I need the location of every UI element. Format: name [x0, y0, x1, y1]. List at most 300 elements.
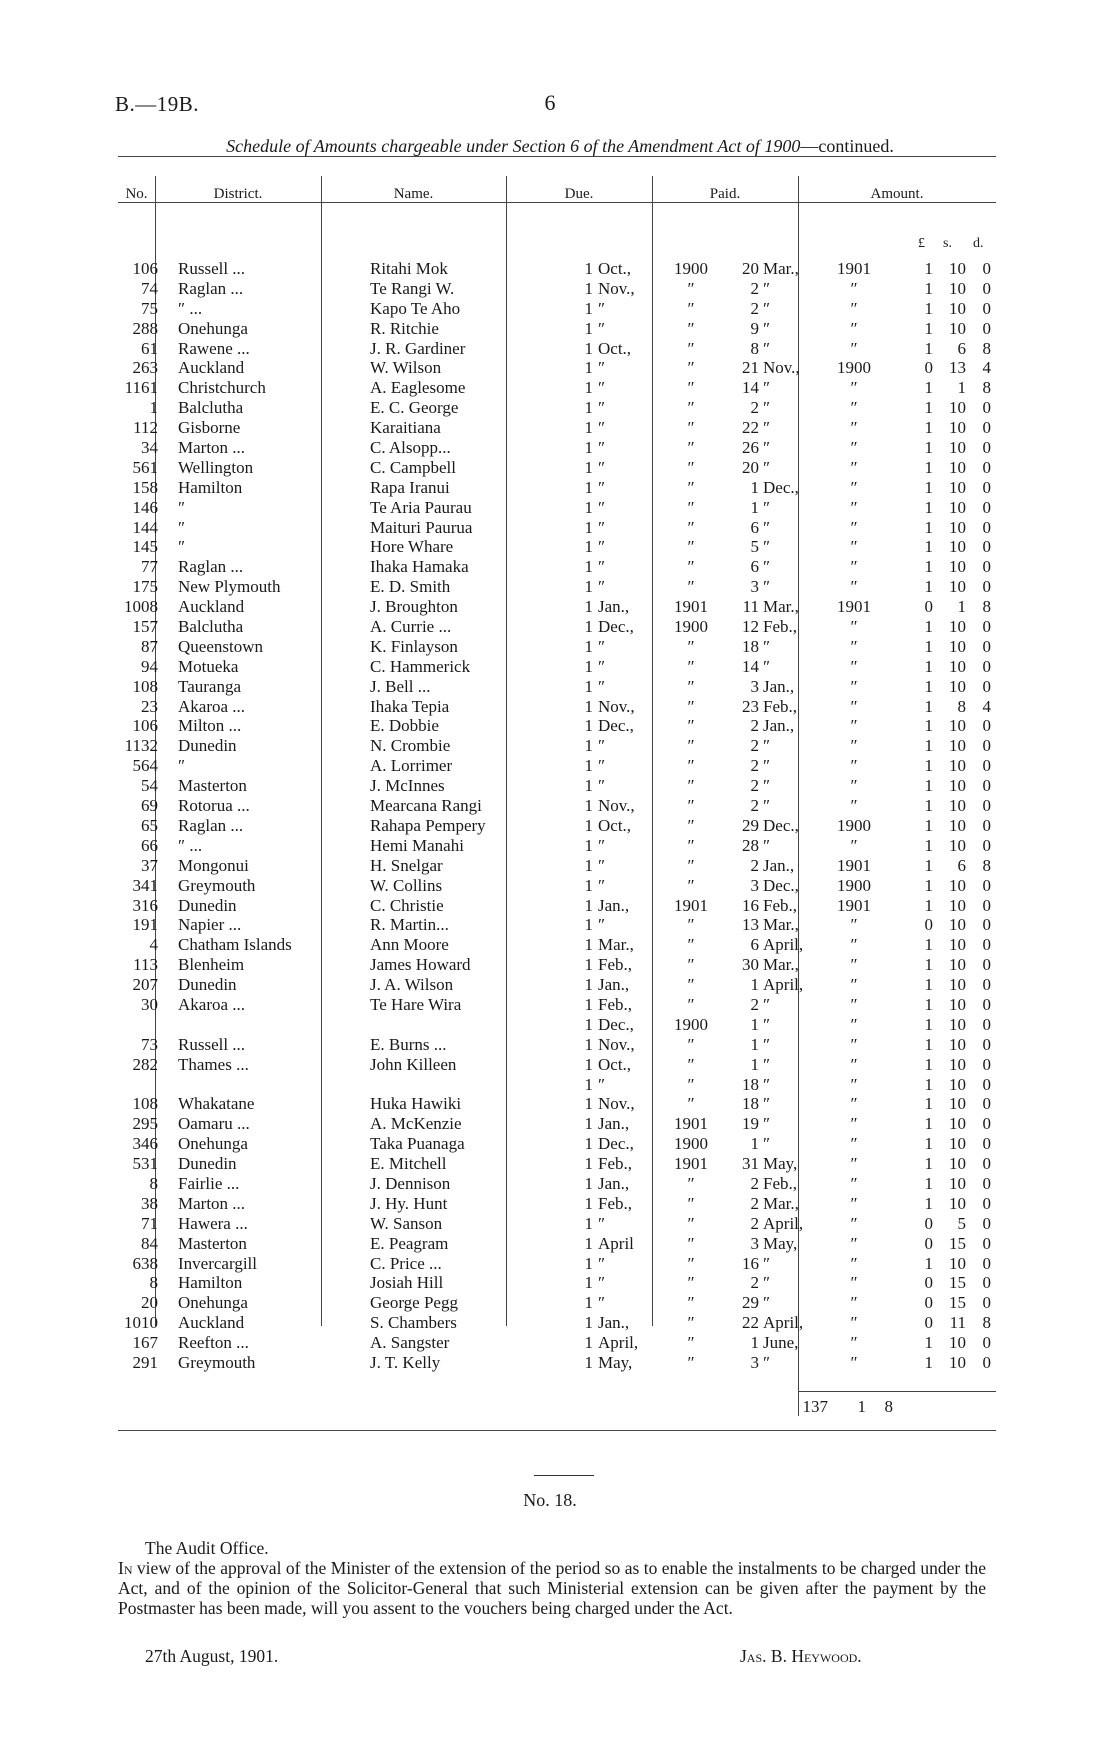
row-amount-pence: 0 — [982, 756, 991, 776]
row-no: 84 — [141, 1233, 158, 1253]
row-paid-day: 3 — [750, 676, 759, 696]
row-amount-shillings: 11 — [949, 1313, 966, 1333]
row-due-day: 1 — [584, 756, 593, 776]
row-due-month: Feb., — [598, 955, 632, 975]
row-due-year: ″ — [687, 1333, 695, 1353]
row-amount-shillings: 10 — [949, 438, 966, 458]
row-district: Onehunga — [178, 1134, 248, 1154]
row-paid-day: 18 — [742, 1074, 759, 1094]
row-amount-pounds: 1 — [924, 1193, 933, 1213]
row-no: 1132 — [124, 736, 158, 756]
row-due-month: ″ — [598, 418, 606, 438]
row-amount-shillings: 10 — [949, 656, 966, 676]
row-due-year: ″ — [687, 378, 695, 398]
row-amount-pence: 0 — [982, 497, 991, 517]
row-amount-pence: 0 — [982, 716, 991, 736]
row-amount-pounds: 0 — [924, 597, 933, 617]
row-amount-pence: 0 — [982, 1253, 991, 1273]
row-paid-year: ″ — [850, 1134, 858, 1154]
row-paid-day: 9 — [750, 318, 759, 338]
row-due-day: 1 — [584, 1114, 593, 1134]
table-row — [118, 518, 996, 538]
row-name: Josiah Hill — [370, 1273, 444, 1293]
row-no: 8 — [149, 1273, 158, 1293]
row-paid-month: Mar., — [763, 915, 799, 935]
col-header-district: District. — [213, 186, 263, 202]
row-amount-pence: 0 — [982, 935, 991, 955]
row-paid-year: ″ — [850, 915, 858, 935]
row-due-year: ″ — [687, 1273, 695, 1293]
row-paid-day: 16 — [742, 1253, 759, 1273]
row-amount-shillings: 10 — [949, 935, 966, 955]
row-amount-shillings: 10 — [949, 1114, 966, 1134]
row-amount-pence: 0 — [982, 875, 991, 895]
letter-body-lead: In — [118, 1558, 133, 1578]
row-due-month: Oct., — [598, 815, 632, 835]
row-paid-month: May, — [763, 1154, 798, 1174]
row-amount-pounds: 0 — [924, 1233, 933, 1253]
row-amount-shillings: 10 — [949, 776, 966, 796]
row-amount-pounds: 1 — [924, 815, 933, 835]
row-amount-pence: 0 — [982, 617, 991, 637]
row-due-year: ″ — [687, 915, 695, 935]
section-number: No. 18. — [523, 1490, 577, 1510]
table-row — [118, 756, 996, 776]
row-paid-year: ″ — [850, 636, 858, 656]
row-due-day: 1 — [584, 656, 593, 676]
row-amount-pounds: 1 — [924, 656, 933, 676]
row-amount-pounds: 1 — [924, 1333, 933, 1353]
row-amount-pounds: 1 — [924, 875, 933, 895]
row-due-year: ″ — [687, 1074, 695, 1094]
row-paid-month: Dec., — [763, 477, 799, 497]
row-amount-shillings: 10 — [949, 815, 966, 835]
row-district: Hamilton — [178, 477, 243, 497]
row-due-month: Nov., — [598, 1034, 635, 1054]
row-no: 108 — [132, 676, 158, 696]
row-amount-shillings: 5 — [957, 1213, 966, 1233]
row-due-day: 1 — [584, 1333, 593, 1353]
row-district: ″ ... — [178, 298, 203, 318]
row-paid-day: 2 — [750, 796, 759, 816]
row-district: Marton ... — [178, 438, 246, 458]
row-amount-pounds: 1 — [924, 378, 933, 398]
row-due-month: ″ — [598, 318, 606, 338]
row-due-month: ″ — [598, 517, 606, 537]
row-name: W. Sanson — [370, 1213, 443, 1233]
row-amount-pence: 0 — [982, 278, 991, 298]
row-due-month: Jan., — [598, 975, 630, 995]
row-paid-year: 1901 — [837, 895, 871, 915]
row-due-day: 1 — [584, 597, 593, 617]
row-amount-pence: 0 — [982, 796, 991, 816]
row-name: Te Aria Paurau — [370, 497, 472, 517]
table-row — [118, 1055, 996, 1075]
row-due-day: 1 — [584, 318, 593, 338]
row-amount-shillings: 10 — [949, 994, 966, 1014]
col-header-name: Name. — [393, 186, 434, 202]
row-due-month: ″ — [598, 358, 606, 378]
table-row — [118, 716, 996, 736]
row-due-year: ″ — [687, 1173, 695, 1193]
row-amount-pence: 0 — [982, 1014, 991, 1034]
row-due-month: ″ — [598, 915, 606, 935]
row-paid-year: 1901 — [837, 259, 871, 278]
table-row — [118, 1075, 996, 1095]
row-amount-pounds: 0 — [924, 1293, 933, 1313]
row-amount-pounds: 1 — [924, 696, 933, 716]
row-name: E. Burns ... — [370, 1034, 447, 1054]
row-paid-year: ″ — [850, 955, 858, 975]
row-amount-pounds: 1 — [924, 676, 933, 696]
row-due-day: 1 — [584, 438, 593, 458]
row-paid-month: Mar., — [763, 259, 799, 278]
row-no: 167 — [132, 1333, 158, 1353]
row-amount-pence: 0 — [982, 1273, 991, 1293]
row-district: Greymouth — [178, 1352, 256, 1372]
row-amount-pence: 0 — [982, 1074, 991, 1094]
row-amount-shillings: 10 — [949, 676, 966, 696]
row-amount-pence: 0 — [982, 975, 991, 995]
row-paid-month: ″ — [763, 497, 771, 517]
row-due-year: ″ — [687, 676, 695, 696]
row-amount-shillings: 10 — [949, 716, 966, 736]
row-paid-month: ″ — [763, 1014, 771, 1034]
row-due-day: 1 — [584, 915, 593, 935]
table-row — [118, 697, 996, 717]
row-paid-year: 1900 — [837, 815, 871, 835]
row-amount-shillings: 10 — [949, 298, 966, 318]
row-paid-year: ″ — [850, 497, 858, 517]
row-due-day: 1 — [584, 835, 593, 855]
row-paid-day: 3 — [750, 1352, 759, 1372]
row-due-year: ″ — [687, 278, 695, 298]
row-name: C. Alsopp... — [370, 438, 451, 458]
table-row — [118, 975, 996, 995]
row-district: Fairlie ... — [178, 1173, 240, 1193]
row-due-year: ″ — [687, 1054, 695, 1074]
row-paid-month: ″ — [763, 1094, 771, 1114]
row-paid-month: ″ — [763, 298, 771, 318]
row-amount-pence: 0 — [982, 736, 991, 756]
row-district: Masterton — [178, 1233, 247, 1253]
row-district: Auckland — [178, 1313, 245, 1333]
row-paid-month: ″ — [763, 1352, 771, 1372]
table-row — [118, 796, 996, 816]
row-amount-pence: 4 — [982, 358, 991, 378]
row-paid-month: Jan., — [763, 855, 795, 875]
row-no: 66 — [141, 835, 158, 855]
row-amount-pounds: 1 — [924, 557, 933, 577]
row-paid-day: 19 — [742, 1114, 759, 1134]
row-paid-year: ″ — [850, 1014, 858, 1034]
row-no: 531 — [132, 1154, 158, 1174]
row-due-day: 1 — [584, 338, 593, 358]
row-paid-year: ″ — [850, 457, 858, 477]
letter-date: 27th August, 1901. — [145, 1646, 279, 1666]
row-due-day: 1 — [584, 457, 593, 477]
row-paid-month: ″ — [763, 318, 771, 338]
row-due-year: ″ — [687, 955, 695, 975]
row-due-year: ″ — [687, 477, 695, 497]
row-due-month: ″ — [598, 776, 606, 796]
row-paid-month: ″ — [763, 736, 771, 756]
row-due-day: 1 — [584, 676, 593, 696]
row-paid-month: April, — [763, 1313, 804, 1333]
row-name: Mearcana Rangi — [370, 796, 482, 816]
row-name: A. Sangster — [370, 1333, 450, 1353]
row-due-year: ″ — [687, 318, 695, 338]
row-amount-pence: 0 — [982, 994, 991, 1014]
row-due-year: ″ — [687, 1313, 695, 1333]
row-paid-day: 6 — [750, 935, 759, 955]
row-amount-shillings: 6 — [957, 338, 966, 358]
row-amount-shillings: 15 — [949, 1273, 966, 1293]
row-amount-pounds: 1 — [924, 776, 933, 796]
row-paid-day: 11 — [742, 597, 759, 617]
row-due-month: ″ — [598, 756, 606, 776]
row-district: Thames ... — [178, 1054, 249, 1074]
row-due-year: ″ — [687, 756, 695, 776]
row-name: A. Eaglesome — [370, 378, 466, 398]
row-no: 564 — [132, 756, 158, 776]
row-paid-month: Feb., — [763, 696, 797, 716]
row-due-year: ″ — [687, 537, 695, 557]
row-amount-pounds: 1 — [924, 895, 933, 915]
row-paid-day: 22 — [742, 418, 759, 438]
row-due-year: ″ — [687, 1233, 695, 1253]
row-paid-month: Mar., — [763, 955, 799, 975]
row-no: 1161 — [124, 378, 158, 398]
row-no: 71 — [141, 1213, 158, 1233]
row-due-month: Oct., — [598, 1054, 632, 1074]
row-amount-pence: 0 — [982, 1134, 991, 1154]
table-row — [118, 438, 996, 458]
row-due-year: ″ — [687, 1193, 695, 1213]
row-paid-month: Feb., — [763, 617, 797, 637]
row-due-year: ″ — [687, 557, 695, 577]
row-due-day: 1 — [584, 776, 593, 796]
row-paid-month: ″ — [763, 776, 771, 796]
row-name: J. Bell ... — [370, 676, 431, 696]
row-due-month: ″ — [598, 537, 606, 557]
row-no: 4 — [149, 935, 158, 955]
row-name: H. Snelgar — [370, 855, 443, 875]
row-paid-year: ″ — [850, 656, 858, 676]
row-district: Reefton ... — [178, 1333, 249, 1353]
row-name: J. R. Gardiner — [370, 338, 466, 358]
row-due-month: Nov., — [598, 1094, 635, 1114]
row-district: Auckland — [178, 358, 245, 378]
row-name: Maituri Paurua — [370, 517, 473, 537]
row-paid-day: 18 — [742, 636, 759, 656]
table-row — [118, 597, 996, 617]
row-due-month: ″ — [598, 298, 606, 318]
row-amount-shillings: 8 — [957, 696, 966, 716]
row-no: 38 — [141, 1193, 158, 1213]
row-paid-day: 2 — [750, 278, 759, 298]
row-amount-shillings: 6 — [957, 855, 966, 875]
row-name: A. Lorrimer — [370, 756, 453, 776]
row-due-day: 1 — [584, 497, 593, 517]
row-amount-shillings: 10 — [949, 1193, 966, 1213]
row-due-month: Jan., — [598, 1313, 630, 1333]
row-no: 113 — [133, 955, 158, 975]
row-due-year: ″ — [687, 517, 695, 537]
row-due-year: 1900 — [674, 617, 708, 637]
row-no: 8 — [149, 1173, 158, 1193]
row-paid-month: ″ — [763, 398, 771, 418]
row-paid-day: 13 — [742, 915, 759, 935]
row-paid-month: ″ — [763, 517, 771, 537]
row-paid-day: 14 — [742, 656, 759, 676]
row-amount-shillings: 10 — [949, 955, 966, 975]
schedule-title — [120, 136, 1000, 157]
row-due-day: 1 — [584, 636, 593, 656]
row-paid-month: ″ — [763, 835, 771, 855]
row-due-year: 1901 — [674, 895, 708, 915]
schedule-title-tail: —continued. — [800, 136, 894, 156]
row-district: Akaroa ... — [178, 994, 246, 1014]
row-paid-month: June, — [763, 1333, 799, 1353]
row-due-day: 1 — [584, 259, 593, 278]
row-amount-pence: 0 — [982, 1333, 991, 1353]
table-row — [118, 458, 996, 478]
row-amount-pence: 0 — [982, 477, 991, 497]
row-due-day: 1 — [584, 1074, 593, 1094]
row-due-month: ″ — [598, 1213, 606, 1233]
row-amount-pence: 0 — [982, 955, 991, 975]
row-no: 346 — [132, 1134, 158, 1154]
row-district: ″ — [178, 497, 186, 517]
row-paid-year: ″ — [850, 1293, 858, 1313]
row-paid-month: Feb., — [763, 895, 797, 915]
row-amount-pounds: 1 — [924, 835, 933, 855]
row-district: Wellington — [178, 457, 254, 477]
row-due-day: 1 — [584, 398, 593, 418]
row-amount-pence: 0 — [982, 557, 991, 577]
row-paid-day: 2 — [750, 1173, 759, 1193]
row-due-year: ″ — [687, 935, 695, 955]
row-paid-month: ″ — [763, 1074, 771, 1094]
table-row — [118, 478, 996, 498]
row-due-year: ″ — [687, 855, 695, 875]
unit-shillings: s. — [943, 236, 952, 251]
row-amount-shillings: 1 — [957, 378, 966, 398]
row-district: Whakatane — [178, 1094, 255, 1114]
row-paid-year: ″ — [850, 736, 858, 756]
row-no: 191 — [132, 915, 158, 935]
row-due-day: 1 — [584, 577, 593, 597]
row-district: Balclutha — [178, 617, 244, 637]
row-due-day: 1 — [584, 617, 593, 637]
row-paid-day: 20 — [742, 259, 759, 278]
row-amount-shillings: 10 — [949, 557, 966, 577]
row-paid-year: ″ — [850, 1352, 858, 1372]
row-paid-year: ″ — [850, 477, 858, 497]
row-paid-year: ″ — [850, 577, 858, 597]
row-due-month: Dec., — [598, 1134, 634, 1154]
row-paid-month: ″ — [763, 1293, 771, 1313]
row-name: Hemi Manahi — [370, 835, 464, 855]
row-no: 263 — [132, 358, 158, 378]
row-due-month: ″ — [598, 875, 606, 895]
row-amount-pounds: 1 — [924, 418, 933, 438]
row-due-day: 1 — [584, 696, 593, 716]
row-no: 108 — [132, 1094, 158, 1114]
table-row — [118, 537, 996, 557]
row-paid-month: ″ — [763, 577, 771, 597]
row-due-day: 1 — [584, 975, 593, 995]
row-paid-day: 30 — [742, 955, 759, 975]
table-bottom-rule — [118, 1430, 996, 1431]
row-amount-shillings: 10 — [949, 1253, 966, 1273]
row-paid-month: Dec., — [763, 875, 799, 895]
table-row — [118, 955, 996, 975]
row-amount-pence: 4 — [982, 696, 991, 716]
row-due-year: ″ — [687, 1293, 695, 1313]
row-amount-shillings: 10 — [949, 1054, 966, 1074]
row-no: 295 — [132, 1114, 158, 1134]
row-no: 30 — [141, 994, 158, 1014]
row-due-day: 1 — [584, 1213, 593, 1233]
row-amount-pounds: 0 — [924, 358, 933, 378]
row-paid-year: ″ — [850, 1054, 858, 1074]
row-due-year: 1900 — [674, 1134, 708, 1154]
row-no: 20 — [141, 1293, 158, 1313]
row-no: 158 — [132, 477, 158, 497]
row-paid-day: 6 — [750, 557, 759, 577]
row-district: Motueka — [178, 656, 239, 676]
row-amount-shillings: 10 — [949, 736, 966, 756]
row-due-year: ″ — [687, 656, 695, 676]
row-due-day: 1 — [584, 1352, 593, 1372]
row-no: 561 — [132, 457, 158, 477]
row-no: 73 — [141, 1034, 158, 1054]
table-row — [118, 1154, 996, 1174]
row-amount-pence: 0 — [982, 1293, 991, 1313]
row-paid-month: Nov., — [763, 358, 800, 378]
row-due-month: Mar., — [598, 935, 634, 955]
row-due-year: ″ — [687, 776, 695, 796]
row-district: Akaroa ... — [178, 696, 246, 716]
row-amount-shillings: 10 — [949, 617, 966, 637]
row-amount-pence: 0 — [982, 776, 991, 796]
row-due-day: 1 — [584, 736, 593, 756]
row-amount-pence: 0 — [982, 835, 991, 855]
row-due-month: ″ — [598, 438, 606, 458]
row-district: Blenheim — [178, 955, 245, 975]
row-district: Greymouth — [178, 875, 256, 895]
row-amount-shillings: 10 — [949, 636, 966, 656]
row-paid-month: ″ — [763, 438, 771, 458]
col-header-no: No. — [125, 186, 148, 202]
row-amount-shillings: 10 — [949, 796, 966, 816]
row-paid-day: 12 — [742, 617, 759, 637]
row-district: Invercargill — [178, 1253, 257, 1273]
row-paid-year: ″ — [850, 676, 858, 696]
row-due-year: 1900 — [674, 259, 708, 278]
row-name: E. Mitchell — [370, 1154, 447, 1174]
table-row — [118, 677, 996, 697]
row-name: J. T. Kelly — [370, 1352, 441, 1372]
row-paid-year: ″ — [850, 1094, 858, 1114]
row-amount-pence: 0 — [982, 1154, 991, 1174]
row-due-month: ″ — [598, 497, 606, 517]
row-amount-pounds: 1 — [924, 278, 933, 298]
row-district: Balclutha — [178, 398, 244, 418]
unit-pounds: £ — [918, 236, 925, 251]
